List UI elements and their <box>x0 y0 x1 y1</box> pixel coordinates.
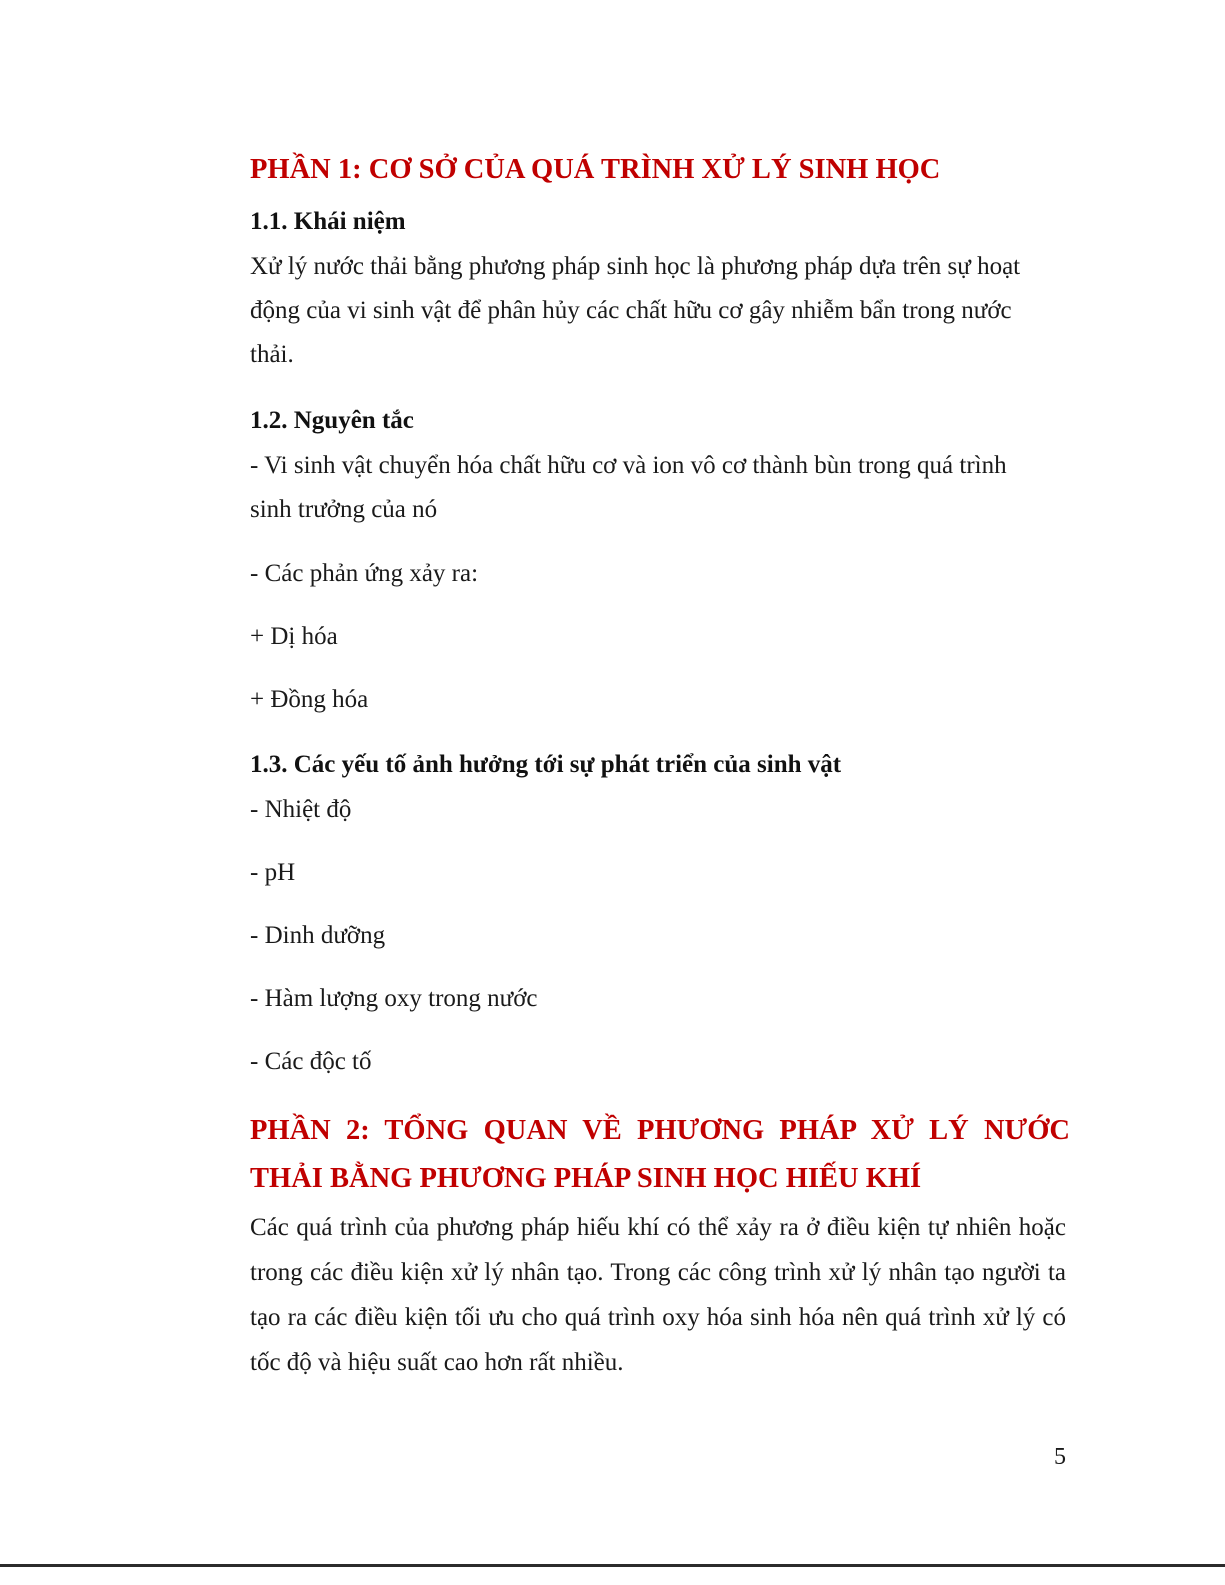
reactions-label: - Các phản ứng xảy ra: <box>250 560 479 587</box>
factor-item: - Các độc tố <box>250 1048 372 1075</box>
page-number: 5 <box>1054 1444 1066 1470</box>
section-1-2-body: - Vi sinh vật chuyển hóa chất hữu cơ và ion vô cơ thành bùn trong quá trình sinh trưởng của nó <box>250 452 1007 523</box>
section-1-2-title: 1.2. Nguyên tắc <box>250 407 414 434</box>
reaction-item: + Dị hóa <box>250 623 338 650</box>
reaction-item: + Đồng hóa <box>250 686 369 713</box>
section-1-heading: PHẦN 1: CƠ SỞ CỦA QUÁ TRÌNH XỬ LÝ SINH HỌC <box>250 154 941 185</box>
factor-item: - Nhiệt độ <box>250 796 352 823</box>
section-1-1-body: Xử lý nước thải bằng phương pháp sinh học là phương pháp dựa trên sự hoạt động của vi sinh vật để phân hủy các chất hữu cơ gây nhiễm bẩn trong nước thải. <box>250 253 1021 368</box>
factor-item: - Dinh dưỡng <box>250 922 386 949</box>
section-2-heading: PHẦN 2: TỔNG QUAN VỀ PHƯƠNG PHÁP XỬ LÝ NƯỚC THẢI BẰNG PHƯƠNG PHÁP SINH HỌC HIẾU KHÍ <box>250 1115 1070 1194</box>
section-2-body: Các quá trình của phương pháp hiếu khí có thể xảy ra ở điều kiện tự nhiên hoặc trong các điều kiện xử lý nhân tạo. Trong các công trình xử lý nhân tạo người ta tạo ra các điều kiện tối ưu cho quá trình oxy hóa sinh hóa nên quá trình xử lý có tốc độ và hiệu suất cao hơn rất nhiều. <box>250 1214 1066 1376</box>
factor-item: - pH <box>250 859 296 886</box>
section-1-3-title: 1.3. Các yếu tố ảnh hưởng tới sự phát triển của sinh vật <box>250 751 842 778</box>
section-1-1-title: 1.1. Khái niệm <box>250 208 406 235</box>
factor-item: - Hàm lượng oxy trong nước <box>250 985 538 1012</box>
bottom-rule <box>0 1564 1225 1567</box>
